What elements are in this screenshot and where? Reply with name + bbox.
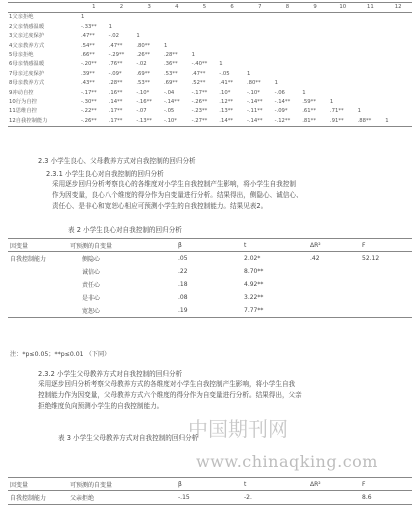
- corr-cell: -.04: [163, 89, 175, 96]
- corr-col-header: 7: [246, 3, 274, 13]
- table2-dv: 自我控制能力: [10, 256, 47, 263]
- corr-cell: -.40**: [191, 61, 208, 68]
- table3-t: -2.: [242, 491, 308, 505]
- corr-cell: -.23**: [191, 108, 208, 115]
- corr-col-header: 5: [191, 3, 219, 13]
- table2-t: 4.92**: [244, 281, 264, 288]
- corr-cell: .43**: [81, 80, 95, 87]
- corr-cell: -.07: [136, 108, 147, 115]
- table3-header: 可预测的自变量: [68, 478, 176, 491]
- corr-cell: .26**: [136, 52, 151, 59]
- corr-row-label: 2父亲情感温暖: [9, 23, 45, 30]
- corr-cell: .80**: [246, 80, 261, 87]
- corr-cell: -.17**: [81, 89, 97, 96]
- paragraph-line: 责任心、是非心和宽恕心相应可预测小学生的自我控制能力。结果见表2。: [52, 202, 268, 210]
- table2-header-row: [8, 239, 412, 252]
- section-heading-2-3: 2.3 小学生良心、父母教养方式对自我控制的回归分析: [38, 157, 196, 165]
- corr-cell: -.14**: [163, 99, 180, 106]
- corr-cell: [274, 70, 302, 79]
- corr-col-header: 11: [357, 3, 385, 13]
- table-row: [8, 278, 412, 291]
- corr-cell: [357, 98, 385, 107]
- corr-cell: [357, 32, 385, 41]
- corr-cell: [384, 32, 412, 41]
- table2-header: F: [360, 239, 412, 252]
- corr-cell: .69**: [163, 80, 178, 87]
- table2-beta: .08: [178, 294, 188, 301]
- corr-col-header: 8: [274, 3, 302, 13]
- table2-f: 52.12: [362, 255, 380, 262]
- corr-cell: [357, 60, 385, 69]
- corr-cell: -.10*: [163, 117, 191, 127]
- corr-cell: [274, 51, 302, 60]
- corr-cell: [329, 13, 357, 23]
- corr-cell: [191, 13, 219, 23]
- corr-cell: -.13**: [135, 117, 163, 127]
- corr-cell: 1: [136, 33, 140, 40]
- table-row: [8, 265, 412, 278]
- corr-col-header: 10: [329, 3, 357, 13]
- corr-cell: [218, 23, 246, 32]
- corr-cell: [384, 13, 412, 23]
- corr-cell: .80**: [136, 42, 151, 49]
- table2-t: 7.77**: [242, 304, 308, 318]
- corr-cell: -.02: [136, 61, 147, 68]
- corr-cell: -.16**: [136, 99, 152, 106]
- corr-col-header: 12: [384, 3, 412, 13]
- table-row: [8, 32, 412, 41]
- corr-cell: -.05: [219, 70, 230, 77]
- corr-cell: -.14**: [274, 99, 291, 106]
- corr-cell: [135, 13, 163, 23]
- table-row: [8, 89, 412, 98]
- table-row: [8, 107, 412, 116]
- corr-cell: [384, 107, 412, 116]
- table-row: [8, 70, 412, 79]
- corr-cell: [301, 60, 329, 69]
- corr-cell: [329, 42, 357, 51]
- corr-cell: 1: [191, 52, 195, 59]
- corr-cell: -.17**: [191, 89, 208, 96]
- corr-cell: [329, 70, 357, 79]
- corr-cell: [384, 79, 412, 88]
- corr-cell: .47**: [108, 42, 123, 49]
- corr-cell: .28**: [163, 52, 178, 59]
- corr-cell: [274, 42, 302, 51]
- corr-cell: .12**: [219, 99, 234, 106]
- corr-col-header: 6: [218, 3, 246, 13]
- table3-iv: 父亲拒绝: [68, 491, 176, 505]
- corr-cell: [163, 32, 191, 41]
- corr-cell: [301, 79, 329, 88]
- corr-row-label: 12自我控制能力: [8, 117, 80, 127]
- paragraph-line: 作为因变量，良心八个维度的得分作为自变量进行分析。结果得出，侧隐心、诚信心、: [52, 191, 303, 199]
- corr-cell: [191, 42, 219, 51]
- table2-caption: 表 2 小学生良心对自我控制的回归分析: [68, 226, 182, 234]
- corr-cell: [301, 70, 329, 79]
- corr-cell: [357, 23, 385, 32]
- watermark-url: www.chinaqking.com: [196, 452, 378, 471]
- corr-row-label: 6母亲情感温暖: [9, 61, 45, 68]
- paragraph-1: [52, 179, 303, 212]
- corr-cell: -.11**: [246, 108, 263, 115]
- corr-cell: -.02: [108, 33, 119, 40]
- corr-cell: 1: [246, 70, 251, 77]
- table2-beta: .18: [178, 281, 188, 288]
- corr-cell: [357, 89, 385, 98]
- table2-beta: .05: [178, 255, 188, 262]
- corr-cell: [218, 42, 246, 51]
- corr-cell: -.29**: [108, 52, 125, 59]
- paragraph-line: 采用逐步回归分析考察父母教养方式的各维度对小学生自我控制产生影响，将小学生自我: [38, 380, 296, 388]
- corr-row-label: 11思维自控: [9, 108, 37, 115]
- table2-header: 可预测的自变量: [68, 239, 176, 252]
- corr-cell: [246, 42, 274, 51]
- corr-cell: [301, 51, 329, 60]
- corr-row-label: 9冲动自控: [9, 89, 34, 96]
- corr-cell: [163, 13, 191, 23]
- corr-cell: [384, 60, 412, 69]
- corr-cell: .53**: [163, 70, 178, 77]
- corr-cell: .16**: [108, 89, 123, 96]
- table2-iv: 是非心: [82, 295, 101, 302]
- corr-cell: -.30**: [81, 99, 97, 106]
- table2-iv: 宽恕心: [68, 304, 176, 318]
- corr-cell: .17**: [108, 108, 123, 115]
- corr-cell: [357, 51, 385, 60]
- corr-cell: .47**: [81, 33, 95, 40]
- corr-cell: [301, 32, 329, 41]
- corr-cell: .41**: [219, 80, 234, 87]
- corr-cell: [329, 23, 357, 32]
- table3-dv: 自我控制能力: [8, 491, 68, 505]
- corr-cell: .39**: [81, 70, 95, 77]
- table3-header: β: [176, 478, 242, 491]
- corr-col-header: 1: [80, 3, 108, 13]
- table3-header: 因变量: [8, 478, 68, 491]
- corr-cell: 1: [274, 80, 278, 87]
- table3-header-row: [8, 478, 412, 491]
- corr-cell: -.09*: [108, 70, 122, 77]
- corr-cell: [191, 32, 219, 41]
- corr-cell: -.20**: [81, 61, 97, 68]
- corr-cell: .81**: [301, 117, 329, 127]
- watermark-text: 中国期刊网: [188, 417, 288, 441]
- corr-cell: [246, 32, 274, 41]
- corr-cell: [274, 60, 302, 69]
- corr-cell: .13**: [219, 108, 234, 115]
- table2-iv: 责任心: [82, 282, 101, 289]
- correlation-body: [8, 13, 412, 127]
- table3-r2: [308, 491, 360, 505]
- corr-cell: 1: [81, 14, 85, 21]
- corr-cell: [274, 32, 302, 41]
- table-row: [8, 42, 412, 51]
- table3-header: F: [360, 478, 412, 491]
- paragraph-line: 拒绝维度负向预测小学生的自我控制能力。: [38, 402, 164, 410]
- corr-cell: [357, 13, 385, 23]
- corr-cell: [301, 23, 329, 32]
- corr-cell: [384, 70, 412, 79]
- table2-iv: 诚信心: [82, 269, 101, 276]
- corr-cell: .14**: [108, 99, 123, 106]
- corr-cell: .17**: [108, 117, 136, 127]
- corr-cell: .71**: [329, 108, 344, 115]
- corr-cell: [301, 13, 329, 23]
- table2-t: 8.70**: [244, 268, 264, 275]
- table-row: [8, 23, 412, 32]
- corr-cell: 1: [329, 99, 334, 106]
- corr-cell: [274, 13, 302, 23]
- table2-header: 因变量: [8, 239, 68, 252]
- corr-cell: [329, 51, 357, 60]
- table-row: [8, 60, 412, 69]
- corr-cell: [246, 23, 274, 32]
- paragraph-line: 控制能力作为因变量，父母教养方式六个维度的得分作为自变量进行分析。结果得出，父亲: [38, 391, 302, 399]
- table-row: [8, 13, 412, 23]
- corr-cell: -.26**: [80, 117, 108, 127]
- table2-r2: .42: [310, 255, 320, 262]
- corr-row-label: 3父亲过度保护: [9, 33, 45, 40]
- corr-cell: -.12**: [274, 117, 302, 127]
- corr-row-label: 8母亲教养方式: [9, 80, 45, 87]
- corr-cell: .54**: [81, 42, 95, 49]
- table-row: [8, 291, 412, 304]
- corr-cell: [218, 51, 246, 60]
- corr-cell: [329, 89, 357, 98]
- table3: [8, 477, 412, 505]
- corr-cell: .10*: [219, 89, 231, 96]
- corr-cell: .66**: [81, 52, 95, 59]
- corr-cell: [218, 32, 246, 41]
- corr-cell: [357, 42, 385, 51]
- corr-cell: [246, 51, 274, 60]
- corr-cell: [329, 32, 357, 41]
- corr-cell: .88**: [357, 117, 385, 127]
- corr-cell: [274, 23, 302, 32]
- corr-cell: .36**: [163, 61, 178, 68]
- corr-col-header: 9: [301, 3, 329, 13]
- corr-cell: 1: [302, 89, 306, 96]
- corr-row-label: 7母亲过度保护: [9, 70, 45, 77]
- corr-row-label: 1父亲拒绝: [9, 14, 34, 21]
- corr-cell: [135, 23, 163, 32]
- corr-row-label: 10行为自控: [9, 99, 37, 106]
- corr-cell: .76**: [108, 61, 123, 68]
- corr-cell: .53**: [136, 80, 151, 87]
- table-row: [8, 79, 412, 88]
- corr-cell: .59**: [302, 99, 316, 106]
- corr-cell: .91**: [329, 117, 357, 127]
- table2-header: t: [242, 239, 308, 252]
- corr-cell: .69**: [136, 70, 151, 77]
- corr-col-header: 2: [108, 3, 136, 13]
- table-row: [8, 98, 412, 107]
- table2-t: 3.22**: [244, 294, 264, 301]
- section-heading-2-3-1: 2.3.1 小学生良心对自我控制的回归分析: [46, 170, 164, 178]
- table-row: [8, 117, 412, 127]
- table2-header: ΔR²: [308, 239, 360, 252]
- corr-cell: [163, 23, 191, 32]
- table-row: [8, 51, 412, 60]
- correlation-table: [8, 2, 412, 127]
- corr-cell: 1: [357, 108, 361, 115]
- corr-cell: [301, 42, 329, 51]
- corr-cell: -.09*: [274, 108, 288, 115]
- corr-cell: [384, 98, 412, 107]
- corr-cell: .52**: [191, 80, 206, 87]
- corr-col-header: [8, 3, 80, 13]
- corr-cell: [357, 79, 385, 88]
- table2-header: β: [176, 239, 242, 252]
- corr-cell: -.14**: [246, 99, 263, 106]
- corr-cell: -.10*: [246, 89, 260, 96]
- corr-cell: [357, 70, 385, 79]
- corr-cell: -.27**: [191, 117, 219, 127]
- table3-beta: -.15: [176, 491, 242, 505]
- corr-cell: 1: [384, 117, 412, 127]
- corr-cell: .47**: [191, 70, 206, 77]
- corr-cell: [329, 79, 357, 88]
- corr-cell: [246, 60, 274, 69]
- table2-t: 2.02*: [244, 255, 261, 262]
- table3-header: t: [242, 478, 308, 491]
- table3-header: ΔR²: [308, 478, 360, 491]
- table2-beta: .19: [176, 304, 242, 318]
- corr-cell: 1: [108, 23, 113, 30]
- table-row: [8, 304, 412, 318]
- corr-cell: [108, 13, 136, 23]
- corr-cell: -.05: [163, 108, 175, 115]
- corr-cell: [384, 51, 412, 60]
- corr-cell: [384, 42, 412, 51]
- corr-cell: -.06: [274, 89, 285, 96]
- corr-cell: [384, 23, 412, 32]
- corr-row-label: 4父亲教养方式: [9, 42, 45, 49]
- table2-beta: .22: [178, 268, 188, 275]
- corr-cell: -.33**: [81, 23, 97, 30]
- table2: [8, 238, 412, 318]
- corr-col-header: 3: [135, 3, 163, 13]
- table-row: [8, 252, 412, 266]
- corr-cell: .14**: [218, 117, 246, 127]
- corr-cell: .61**: [302, 108, 316, 115]
- corr-cell: [246, 13, 274, 23]
- corr-row-label: 5母亲拒绝: [9, 52, 34, 59]
- table2-iv: 侧隐心: [82, 256, 101, 263]
- corr-cell: 1: [163, 42, 168, 49]
- corr-col-header: 4: [163, 3, 191, 13]
- table-row: [8, 491, 412, 505]
- correlation-header-row: [8, 3, 412, 13]
- corr-cell: [329, 60, 357, 69]
- corr-cell: [191, 23, 219, 32]
- corr-cell: .28**: [108, 80, 123, 87]
- corr-cell: [384, 89, 412, 98]
- paragraph-2: [38, 379, 302, 412]
- section-heading-2-3-2: 2.3.2 小学生父母教养方式对自我控制的回归分析: [38, 370, 183, 378]
- table3-f: 8.6: [360, 491, 412, 505]
- table3-caption: 表 3 小学生父母教养方式对自我控制的回归分析: [58, 434, 199, 442]
- corr-cell: -.10*: [136, 89, 150, 96]
- paragraph-line: 采用逐步回归分析考察良心的各维度对小学生自我控制产生影响，将小学生自我控制: [52, 180, 296, 188]
- corr-cell: -.14**: [246, 117, 274, 127]
- corr-cell: -.22**: [81, 108, 97, 115]
- corr-cell: [218, 13, 246, 23]
- table-note: 注：*p≤0.05；**p≤0.01 （下同）: [10, 351, 111, 358]
- corr-cell: -.26**: [191, 99, 208, 106]
- corr-cell: 1: [219, 61, 223, 68]
